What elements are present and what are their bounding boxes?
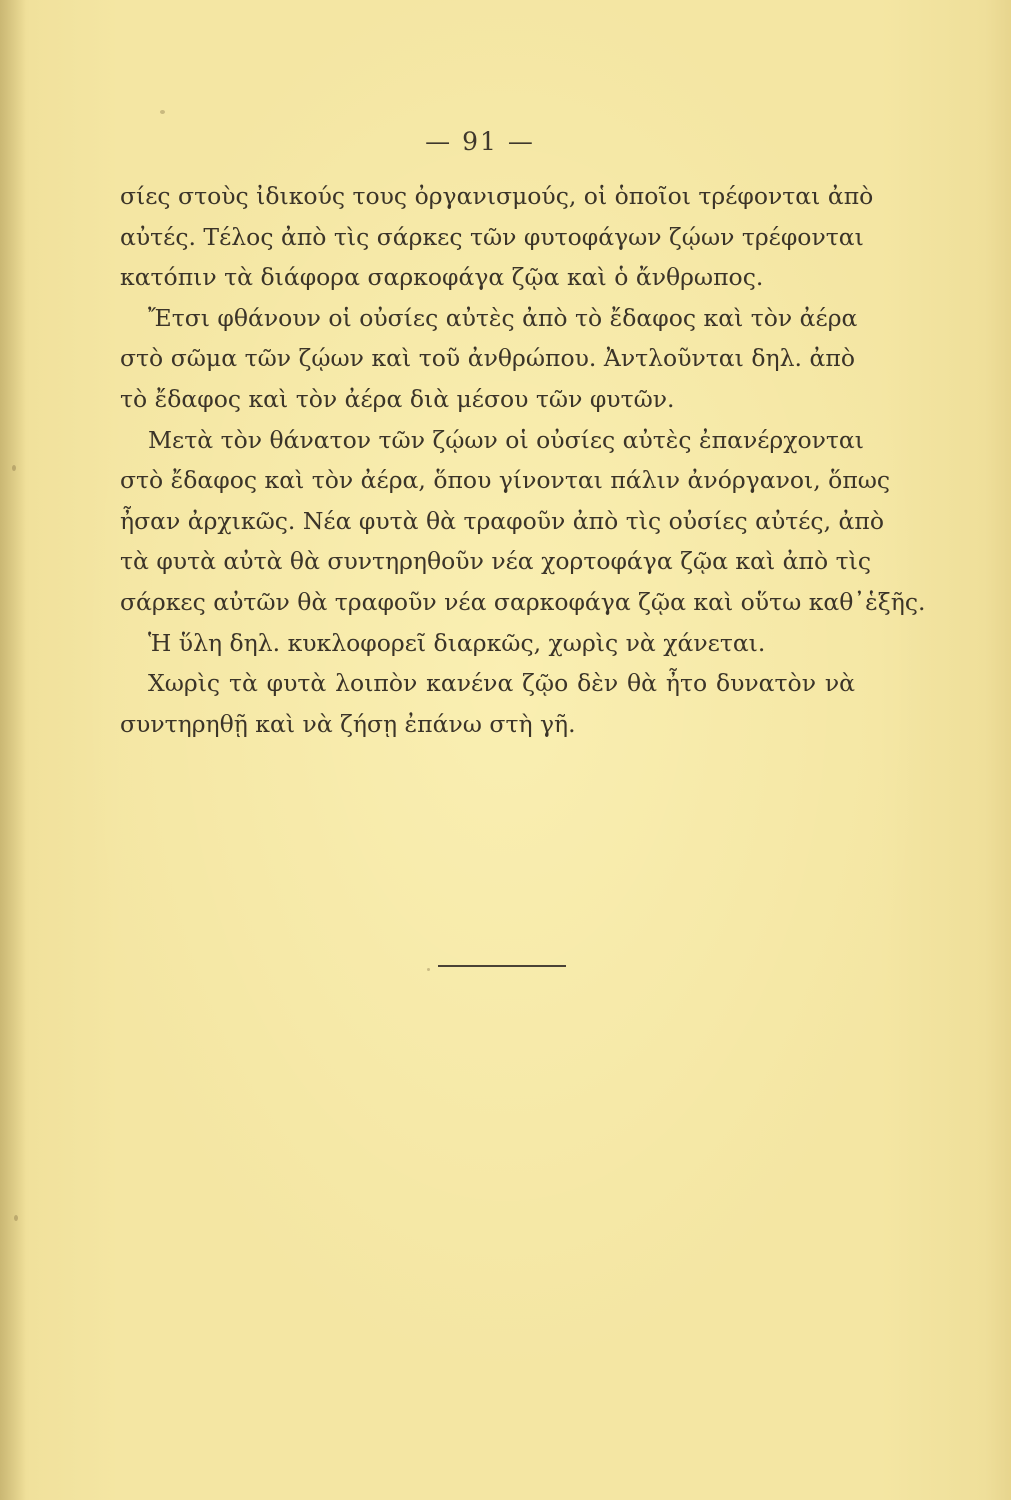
paper-speck (14, 1215, 18, 1221)
text-line: στὸ ἔδαφος καὶ τὸν ἀέρα, ὅπου γίνονται πάλιν ἀνόργανοι, ὅπως (120, 466, 891, 495)
text-line: κατόπιν τὰ διάφορα σαρκοφάγα ζῷα καὶ ὁ ἄνθρωπος. (120, 263, 764, 292)
section-divider-rule (438, 965, 566, 967)
text-line: συντηρηθῇ καὶ νὰ ζήσῃ ἐπάνω στὴ γῆ. (120, 709, 576, 738)
text-line: στὸ σῶμα τῶν ζῴων καὶ τοῦ ἀνθρώπου. Ἀντλοῦνται δηλ. ἀπὸ (120, 344, 855, 373)
paper-speck (12, 465, 16, 471)
text-line: ἦσαν ἀρχικῶς. Νέα φυτὰ θὰ τραφοῦν ἀπὸ τὶς οὐσίες αὐτές, ἀπὸ (120, 506, 884, 535)
spine-shadow (0, 0, 26, 1500)
text-line: τὰ φυτὰ αὐτὰ θὰ συντηρηθοῦν νέα χορτοφάγα ζῷα καὶ ἀπὸ τὶς (120, 547, 871, 576)
text-line: Μετὰ τὸν θάνατον τῶν ζῴων οἱ οὐσίες αὐτὲς ἐπανέρχονται (148, 425, 864, 454)
text-line: Ἡ ὕλη δηλ. κυκλοφορεῖ διαρκῶς, χωρὶς νὰ χάνεται. (148, 628, 766, 657)
text-line: σίες στοὺς ἰδικούς τους ὀργανισμούς, οἱ ὁποῖοι τρέφονται ἀπὸ (120, 182, 874, 210)
text-line: αὐτές. Τέλος ἀπὸ τὶς σάρκες τῶν φυτοφάγων ζῴων τρέφονται (120, 222, 864, 251)
text-line: Χωρὶς τὰ φυτὰ λοιπὸν κανένα ζῷο δὲν θὰ ἦτο δυνατὸν νὰ (148, 669, 855, 698)
text-line: σάρκες αὐτῶν θὰ τραφοῦν νέα σαρκοφάγα ζῷα καὶ οὕτω καθ᾽ἑξῆς. (120, 587, 926, 616)
paper-speck (427, 968, 430, 971)
body-text (120, 176, 926, 744)
page-number: — 91 — (425, 127, 535, 156)
text-line: τὸ ἔδαφος καὶ τὸν ἀέρα διὰ μέσου τῶν φυτῶν. (120, 384, 675, 413)
paper-speck (160, 110, 165, 114)
text-line: Ἔτσι φθάνουν οἱ οὐσίες αὐτὲς ἀπὸ τὸ ἔδαφος καὶ τὸν ἀέρα (148, 303, 858, 332)
